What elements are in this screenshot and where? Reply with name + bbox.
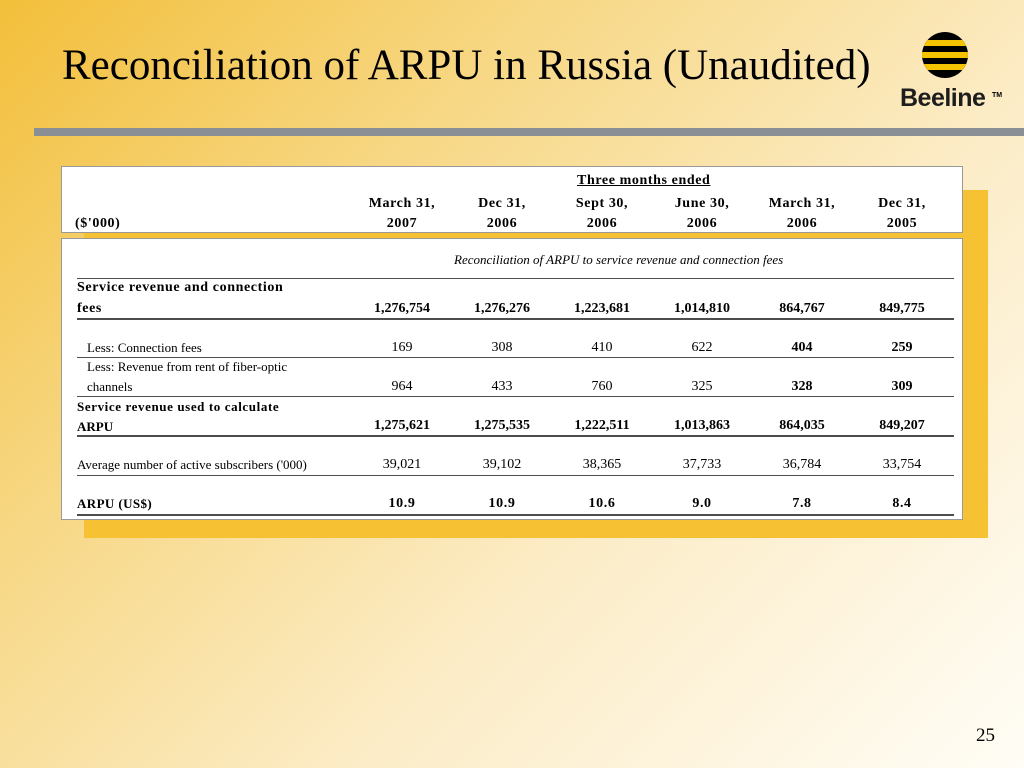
section-title: Reconciliation of ARPU to service revenue and connection fees [454,252,784,267]
table-cell: 1,013,863 [674,418,730,433]
row-label-cont: channels [87,379,133,394]
column-year: 2006 [486,216,518,231]
table-cell: 864,767 [779,301,825,316]
title-divider [34,128,1024,136]
table-cell: 328 [791,379,813,394]
row-divider [77,514,954,516]
table-cell: 849,207 [879,418,925,433]
logo-trademark: TM [992,92,1003,99]
row-label: Service revenue and connection [77,280,284,295]
table-cell: 37,733 [682,457,722,472]
row-divider [77,396,954,397]
table-cell: 404 [791,340,813,355]
table-cell: 1,275,621 [374,418,430,433]
table-cell: 169 [391,340,413,355]
table-cell: 864,035 [779,418,825,433]
column-header: Sept 30, [575,196,629,211]
table-cell: 1,275,535 [474,418,530,433]
table-cell: 964 [391,379,413,394]
period-header: Three months ended [577,173,711,188]
column-year: 2005 [886,216,918,231]
table-cell: 410 [591,340,613,355]
logo-wordmark: Beeline [900,84,986,112]
column-header: Dec 31, [478,196,526,211]
table-cell: 9.0 [692,496,712,511]
table-cell: 309 [891,379,913,394]
row-label-cont: fees [77,301,102,316]
column-header: June 30, [674,196,730,211]
beeline-ball-icon [922,32,968,78]
table-cell: 433 [491,379,513,394]
unit-label: ($'000) [75,216,121,231]
table-body-panel [61,238,963,520]
column-year: 2007 [386,216,418,231]
row-divider [77,318,954,320]
column-header: Dec 31, [878,196,926,211]
table-cell: 259 [891,340,913,355]
table-cell: 8.4 [892,496,912,511]
row-label: Less: Revenue from rent of fiber-optic [87,359,288,374]
table-cell: 7.8 [792,496,812,511]
row-label-cont: ARPU [77,419,114,434]
slide-title: Reconciliation of ARPU in Russia (Unaudited) [62,42,871,89]
column-year: 2006 [686,216,718,231]
table-cell: 308 [491,340,513,355]
table-cell: 1,222,511 [574,418,630,433]
table-cell: 10.9 [488,496,516,511]
row-divider [77,278,954,279]
row-divider [77,475,954,476]
page-number: 25 [976,725,995,746]
table-cell: 760 [591,379,613,394]
table-cell: 36,784 [782,457,822,472]
table-cell: 10.9 [388,496,416,511]
row-label: Service revenue used to calculate [77,399,280,414]
row-label: ARPU (US$) [77,496,153,511]
column-header: March 31, [368,196,436,211]
column-year: 2006 [586,216,618,231]
table-cell: 33,754 [882,457,922,472]
column-header: March 31, [768,196,836,211]
table-header-panel [61,166,963,233]
row-label: Less: Connection fees [87,340,202,355]
table-cell: 1,223,681 [574,301,630,316]
table-cell: 38,365 [582,457,622,472]
table-cell: 849,775 [879,301,925,316]
beeline-logo [898,32,1006,116]
table-cell: 622 [691,340,713,355]
row-divider [77,357,954,358]
table-cell: 39,102 [482,457,522,472]
table-cell: 1,276,754 [374,301,430,316]
column-year: 2006 [786,216,818,231]
table-cell: 1,276,276 [474,301,530,316]
table-cell: 325 [691,379,713,394]
row-label: Average number of active subscribers ('000) [77,457,307,472]
table-cell: 10.6 [588,496,616,511]
row-divider [77,435,954,437]
table-cell: 1,014,810 [674,301,730,316]
table-cell: 39,021 [382,457,422,472]
